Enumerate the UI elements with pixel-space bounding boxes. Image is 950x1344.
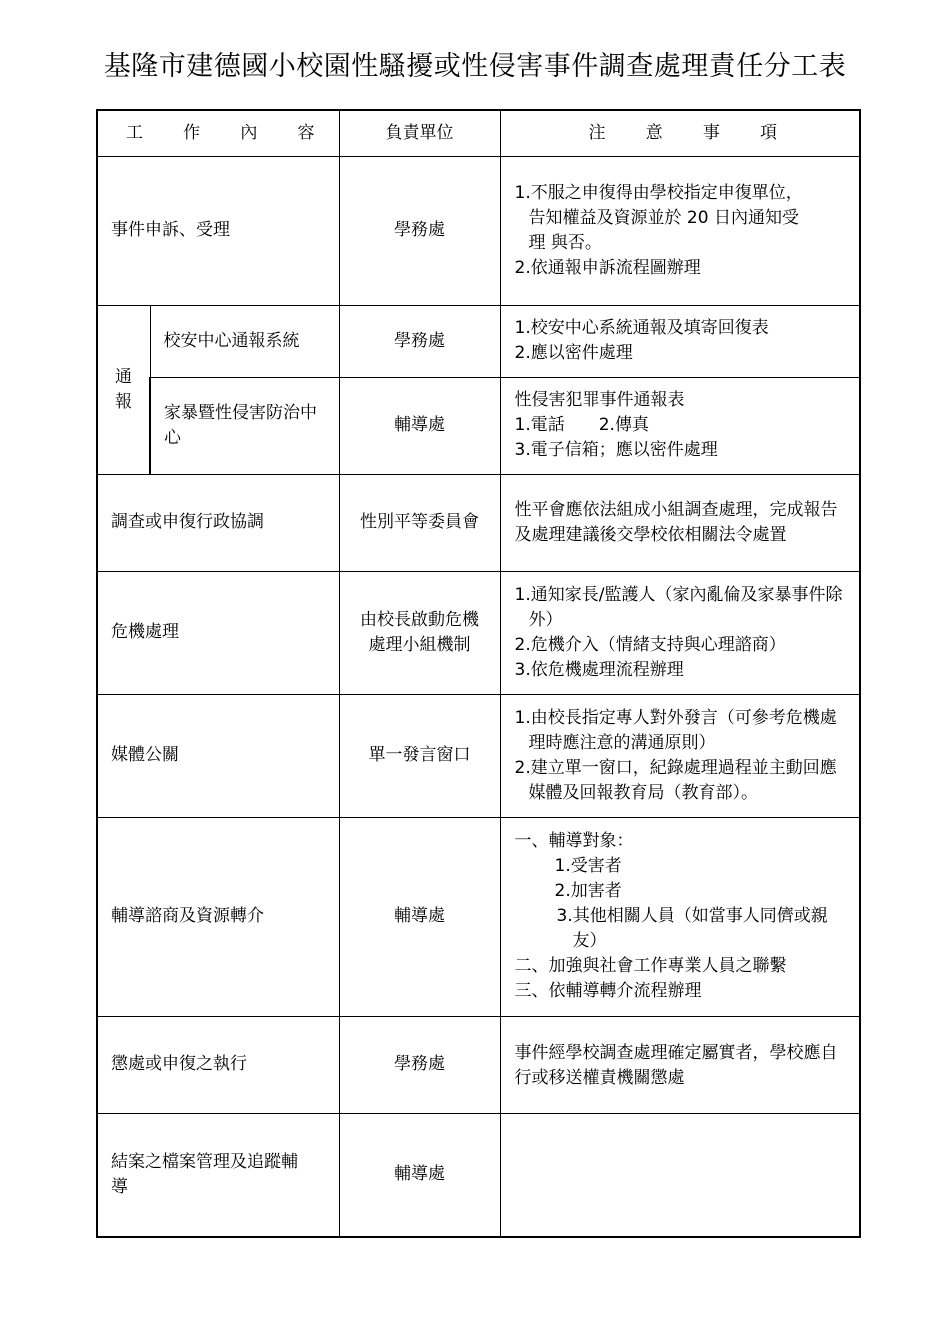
- unit-cell: 單一發言窗口: [339, 694, 500, 817]
- task-cell: 校安中心通報系統: [150, 305, 339, 377]
- note-line: 1.由校長指定專人對外發言（可參考危機處理時應注意的溝通原則）: [514, 707, 837, 753]
- header-notes-char: 意: [645, 122, 663, 143]
- group-label-notify: [97, 305, 150, 474]
- note-line: 2.危機介入（情緒支持與心理諮商）: [514, 634, 786, 655]
- task-cell: 媒體公關: [97, 694, 339, 817]
- group-label-text: 通報: [115, 366, 132, 412]
- note-line: 二、加強與社會工作專業人員之聯繫: [514, 956, 787, 976]
- note-line: 1.受害者: [554, 856, 622, 876]
- task-cell: 調查或申復行政協調: [97, 474, 339, 571]
- note-line: 一、輔導對象：: [514, 831, 634, 851]
- note-line: 1.通知家長/監護人（家內亂倫及家暴事件除外）: [514, 584, 843, 630]
- note-line: 1.校安中心系統通報及填寄回復表: [514, 318, 769, 338]
- note-line: 3.其他相關人員（如當事人同儕或親友）: [556, 906, 828, 951]
- header-notes: [500, 110, 860, 156]
- unit-cell: 學務處: [339, 305, 500, 377]
- note-line: 2.應以密件處理: [514, 343, 633, 363]
- header-unit: 負責單位: [339, 110, 500, 156]
- note-line: 3.電子信箱；應以密件處理: [514, 440, 718, 460]
- notes-cell: [500, 474, 860, 571]
- unit-cell: 性別平等委員會: [339, 474, 500, 571]
- note-line: 性侵害犯罪事件通報表: [514, 390, 685, 410]
- task-cell: 事件申訴、受理: [97, 156, 339, 305]
- header-task-char: 作: [183, 122, 201, 143]
- table-row: [97, 156, 860, 305]
- table-row: [97, 1113, 860, 1237]
- header-notes-char: 事: [702, 122, 720, 143]
- task-cell: 危機處理: [97, 571, 339, 694]
- note-line: 2.建立單一窗口，紀錄處理過程並主動回應媒體及回報教育局（教育部）。: [514, 757, 837, 803]
- note-line: 2.依通報申訴流程圖辦理: [514, 257, 701, 278]
- header-task-char: 工: [126, 122, 143, 143]
- notes-cell: [500, 156, 860, 305]
- note-line: 告知權益及資源並於 20 日內通知受: [528, 207, 799, 228]
- unit-cell: 學務處: [339, 156, 500, 305]
- unit-cell: 輔導處: [339, 377, 500, 474]
- notes-cell: [500, 571, 860, 694]
- header-notes-char: 注: [588, 122, 606, 143]
- notes-cell: [500, 1016, 860, 1113]
- note-line: 1.電話 2.傳真: [514, 415, 649, 435]
- task-cell: 家暴暨性侵害防治中心: [150, 377, 339, 474]
- header-task: [97, 110, 339, 156]
- task-cell: 結案之檔案管理及追蹤輔導: [97, 1113, 339, 1237]
- note-line: 2.加害者: [554, 881, 622, 901]
- notes-cell-empty: [500, 1113, 860, 1237]
- unit-cell: 由校長啟動危機處理小組機制: [339, 571, 500, 694]
- note-line: 性平會應依法組成小組調查處理，完成報告及處理建議後交學校依相關法令處置: [514, 499, 838, 545]
- header-task-char: 內: [240, 122, 258, 143]
- unit-cell: 學務處: [339, 1016, 500, 1113]
- task-cell: 輔導諮商及資源轉介: [97, 817, 339, 1016]
- unit-cell: 輔導處: [339, 1113, 500, 1237]
- notes-cell: [500, 694, 860, 817]
- note-line: 1.不服之申復得由學校指定申復單位，: [514, 182, 803, 203]
- responsibility-table: [96, 109, 861, 1238]
- table-row: [97, 305, 860, 377]
- unit-cell: 輔導處: [339, 817, 500, 1016]
- table-row: [97, 694, 860, 817]
- note-line: 三、依輔導轉介流程辦理: [514, 981, 702, 1001]
- header-row: [97, 110, 860, 156]
- notes-cell: [500, 305, 860, 377]
- note-line: 3.依危機處理流程辦理: [514, 659, 684, 680]
- table-row: [97, 817, 860, 1016]
- note-line: 理 與否。: [528, 232, 602, 253]
- table-row: [97, 1016, 860, 1113]
- task-cell: 懲處或申復之執行: [97, 1016, 339, 1113]
- table-row: [97, 474, 860, 571]
- header-task-char: 容: [297, 122, 315, 143]
- notes-cell: [500, 817, 860, 1016]
- document-title: 基隆市建德國小校園性騷擾或性侵害事件調查處理責任分工表: [103, 51, 847, 82]
- note-line: 事件經學校調查處理確定屬實者，學校應自行或移送權責機關懲處: [514, 1042, 838, 1088]
- header-notes-char: 項: [759, 122, 777, 143]
- table-row: [97, 377, 860, 474]
- notes-cell: [500, 377, 860, 474]
- table-row: [97, 571, 860, 694]
